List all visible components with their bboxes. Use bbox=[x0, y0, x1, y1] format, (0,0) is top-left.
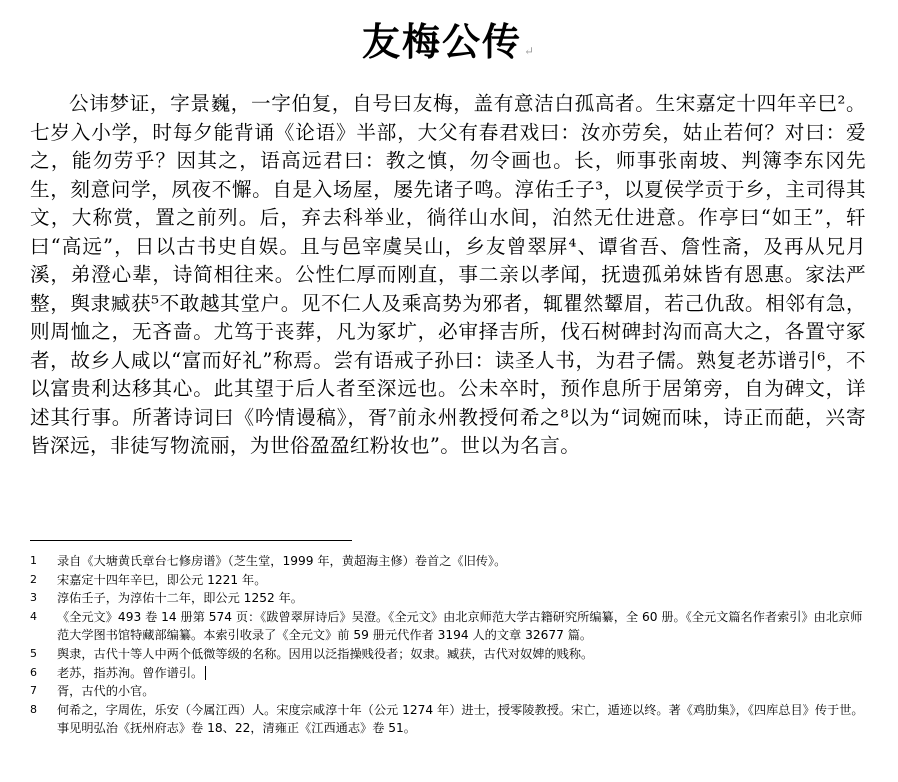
footnote-item bbox=[30, 608, 866, 645]
footnote-item bbox=[30, 645, 866, 664]
footnote-number: 4 bbox=[30, 609, 37, 623]
title-text: 友梅公传 bbox=[361, 19, 522, 64]
footnote-text: 《全元文》493 卷 14 册第 574 页：《跋曾翠屏诗后》吴澄。《全元文》由北京师范大学古籍研究所编纂，全 60 册。《全元文篇名作者索引》由北京师范大学图书馆特藏部编纂。本索引收录了《全元文》前 59 册元代作者 3194 人的文章 32677 篇。 bbox=[57, 609, 863, 643]
document-title bbox=[0, 14, 898, 79]
footnote-number: 1 bbox=[30, 554, 37, 567]
footnote-number: 2 bbox=[30, 572, 37, 586]
footnote-item bbox=[30, 682, 866, 701]
footnote-number: 5 bbox=[30, 646, 37, 660]
footnote-number: 8 bbox=[30, 702, 37, 716]
footnote-number: 3 bbox=[30, 591, 37, 605]
footnote-item bbox=[30, 664, 866, 683]
footnote-item bbox=[30, 701, 866, 738]
footnote-text: 舆隶，古代十等人中两个低微等级的名称。因用以泛指操贱役者；奴隶。臧获，古代对奴婢的贱称。 bbox=[57, 646, 594, 661]
footnote-separator bbox=[30, 540, 352, 541]
footnote-text: 录自《大塘黄氏章台七修房谱》（芝生堂，1999 年，黄超海主修）卷首之《旧传》。 bbox=[57, 554, 507, 568]
text-cursor-icon bbox=[205, 666, 206, 680]
footnote-item bbox=[30, 552, 866, 571]
footnote-item bbox=[30, 589, 866, 608]
footnote-text: 胥，古代的小官。 bbox=[57, 684, 155, 699]
paragraph-mark-icon: ↵ bbox=[523, 44, 537, 58]
footnote-text: 老苏，指苏洵。曾作谱引。 bbox=[57, 665, 204, 680]
footnote-number: 6 bbox=[30, 665, 37, 679]
footnote-text: 淳佑壬子，为淳佑十二年，即公元 1252 年。 bbox=[57, 591, 303, 606]
footnote-text: 何希之，字周佐，乐安（今属江西）人。宋度宗咸淳十年（公元 1274 年）进士，授零陵教授。宋亡，遁迹以终。著《鸡肋集》，《四库总目》传于世。事见明弘治《抚州府志》卷 18、22，清雍正《江西通志》卷 51。 bbox=[57, 702, 864, 736]
footnote-list bbox=[30, 552, 866, 738]
footnote-item bbox=[30, 571, 866, 590]
footnote-text: 宋嘉定十四年辛巳，即公元 1221 年。 bbox=[57, 572, 267, 587]
footnote-number: 7 bbox=[30, 684, 37, 698]
body-paragraph: 公讳梦证，字景巍，一字伯复，自号曰友梅，盖有意洁白孤高者。生宋嘉定十四年辛巳²。七岁入小学，时每夕能背诵《论语》半部，大父有春君戏曰：汝亦劳矣，姑止若何？对曰：爱之，能勿劳乎？因其之，语高远君曰：教之慎，勿令画也。长，师事张南坡、判簿李东冈先生，刻意问学，夙夜不懈。自是入场屋，屡先诸子鸣。淳佑壬子³，以夏侯学贡于乡，主司得其文，大称赏，置之前列。后，弃去科举业，徜徉山水间，泊然无仕进意。作亭曰“如王”，轩曰“高远”，日以古书史自娱。且与邑宰虞吴山，乡友曾翠屏⁴、谭省吾、詹性斋，及再从兄月溪，弟澄心辈，诗简相往来。公性仁厚而刚直，事二亲以孝闻，抚遗孤弟妹皆有恩惠。家法严整，舆隶臧获⁵不敢越其堂户。见不仁人及乘高势为邪者，辄瞿然颦眉，若己仇敌。相邻有急，则周恤之，无吝啬。尤笃于丧葬，凡为冢圹，必审择吉所，伐石树碑封沟而高大之，各置守冢者，故乡人咸以“富而好礼”称焉。尝有语戒子孙曰：读圣人书，为君子儒。熟复老苏谱引⁶，不以富贵利达移其心。此其望于后人者至深远也。公未卒时，预作息所于居第旁，自为碑文，详述其行事。所著诗词曰《吟情谩稿》，胥⁷前永州教授何希之⁸以为“词婉而味，诗正而葩，兴寄皆深远，非徒写物流丽，为世俗盈盈红粉妆也”。世以为名言。 bbox=[30, 92, 866, 457]
